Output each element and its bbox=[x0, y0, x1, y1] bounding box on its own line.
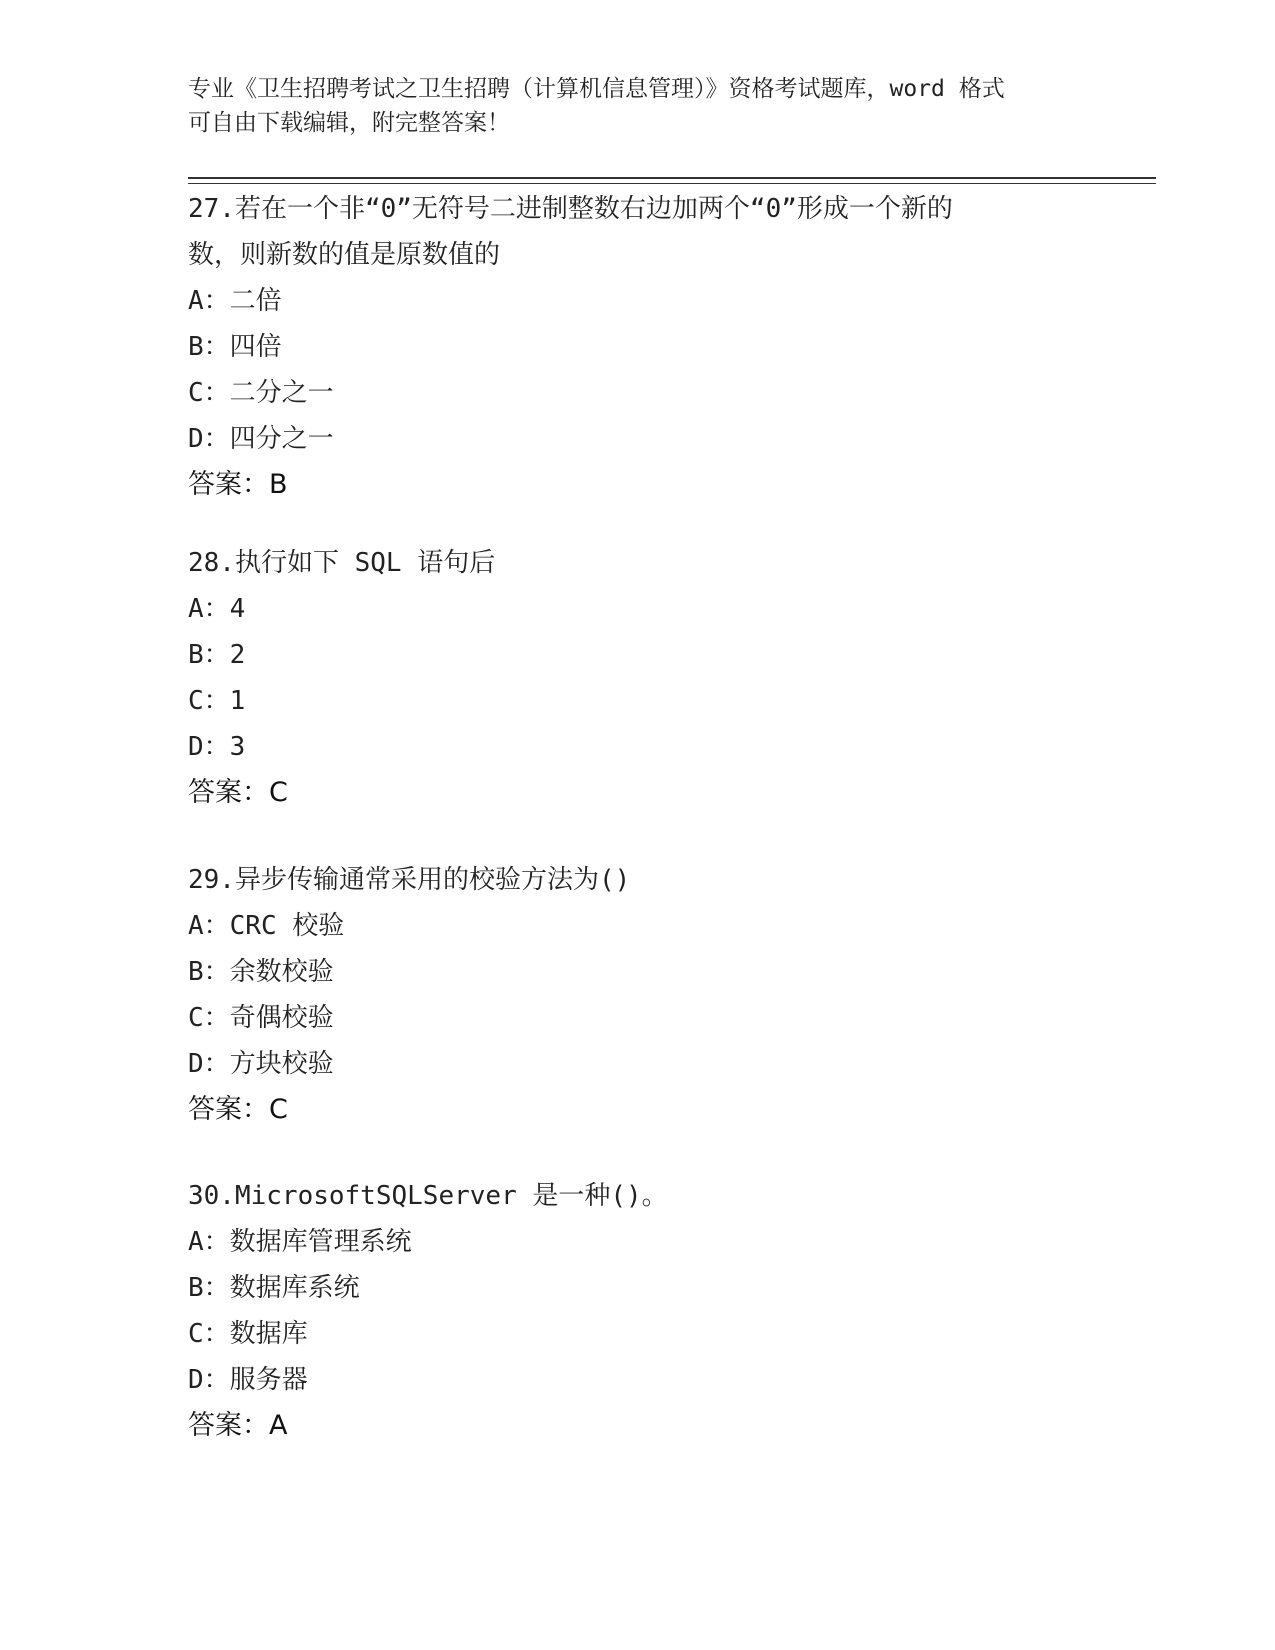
answer: 答案：B bbox=[188, 469, 288, 500]
question-29 bbox=[188, 857, 1088, 1133]
answer: 答案：C bbox=[188, 777, 288, 808]
option-c: C：数据库 bbox=[188, 1319, 308, 1349]
header-line-2: 可自由下载编辑，附完整答案！ bbox=[188, 110, 510, 136]
question-stem-continued: 数，则新数的值是原数值的 bbox=[188, 240, 501, 270]
option-a: A：数据库管理系统 bbox=[188, 1227, 412, 1257]
option-b: B：数据库系统 bbox=[188, 1273, 360, 1303]
question-stem: 27.若在一个非“0”无符号二进制整数右边加两个“0”形成一个新的 bbox=[188, 194, 953, 224]
option-a: A：二倍 bbox=[188, 286, 282, 316]
answer: 答案：C bbox=[188, 1094, 288, 1125]
answer: 答案：A bbox=[188, 1410, 288, 1441]
option-b: B：四倍 bbox=[188, 332, 282, 362]
question-30 bbox=[188, 1173, 1088, 1449]
option-c: C：奇偶校验 bbox=[188, 1003, 334, 1033]
option-b: B：2 bbox=[188, 640, 246, 670]
header-divider-thick bbox=[188, 177, 1156, 179]
option-d: D：3 bbox=[188, 732, 246, 762]
document-header bbox=[188, 72, 1088, 140]
question-28 bbox=[188, 540, 1088, 816]
header-line-1: 专业《卫生招聘考试之卫生招聘（计算机信息管理）》资格考试题库，word 格式 bbox=[188, 76, 1005, 102]
option-d: D：四分之一 bbox=[188, 424, 334, 454]
option-d: D：服务器 bbox=[188, 1365, 308, 1395]
option-c: C：二分之一 bbox=[188, 378, 334, 408]
question-stem: 30.MicrosoftSQLServer 是一种()。 bbox=[188, 1181, 668, 1211]
question-27 bbox=[188, 186, 1088, 508]
option-c: C：1 bbox=[188, 686, 246, 716]
question-stem: 29.异步传输通常采用的校验方法为() bbox=[188, 865, 631, 895]
option-a: A：4 bbox=[188, 594, 246, 624]
option-b: B：余数校验 bbox=[188, 957, 334, 987]
option-a: A：CRC 校验 bbox=[188, 911, 345, 941]
option-d: D：方块校验 bbox=[188, 1049, 334, 1079]
header-divider-thin bbox=[188, 183, 1156, 184]
question-stem: 28.执行如下 SQL 语句后 bbox=[188, 548, 496, 578]
